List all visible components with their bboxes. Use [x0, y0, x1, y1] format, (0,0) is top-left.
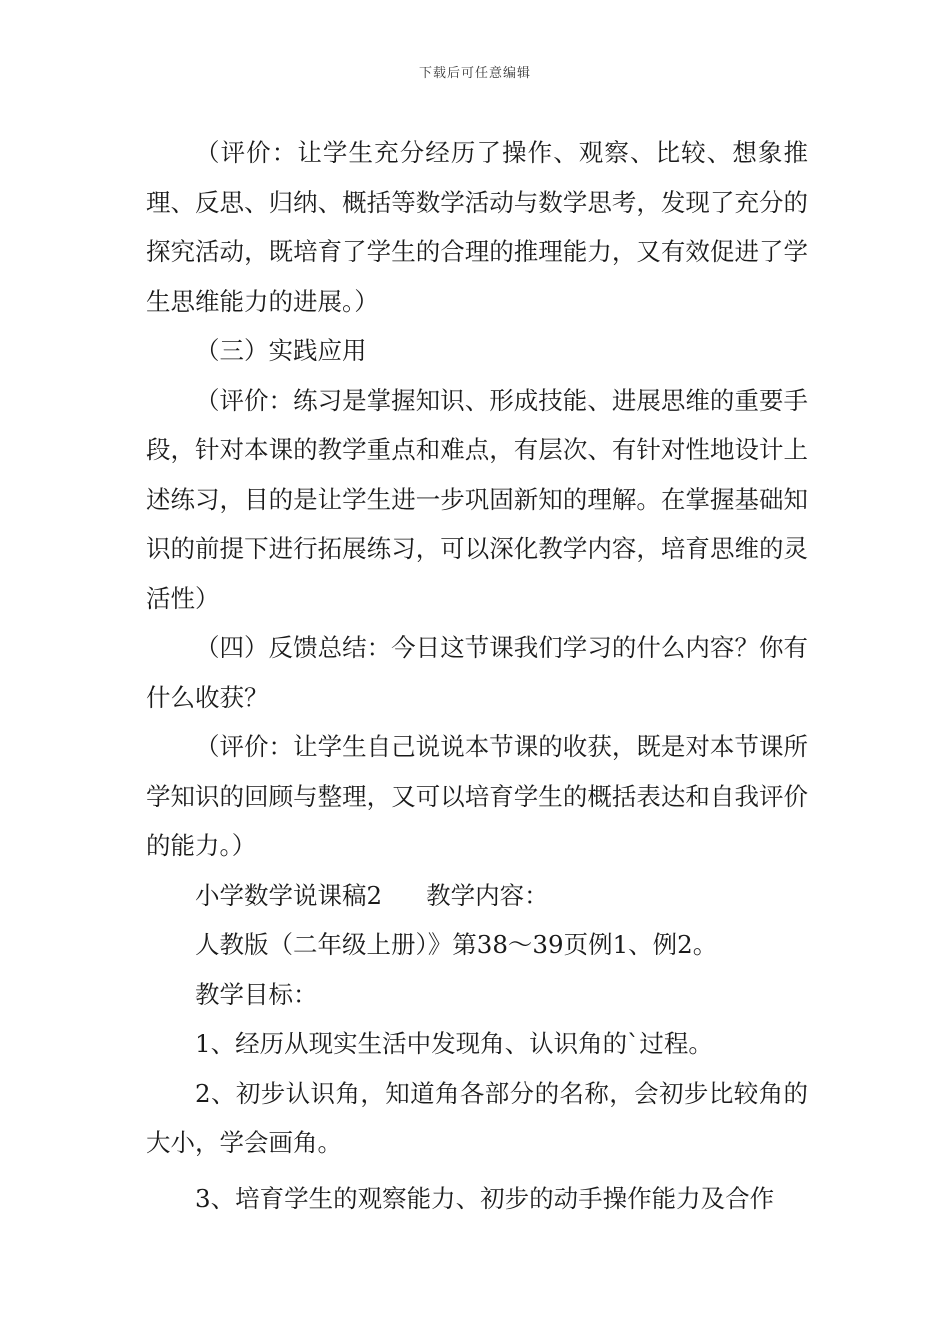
- textbook-reference: 人教版（二年级上册）》第38～39页例1、例2。: [195, 930, 718, 959]
- goal-item-2: 2、初步认识角，知道角各部分的名称，会初步比较角的大小，学会画角。: [146, 1078, 808, 1157]
- teaching-goals-heading: 教学目标：: [195, 979, 318, 1009]
- goal-item-1: 1、经历从现实生活中发现角、认识角的`过程。: [195, 1029, 713, 1058]
- paragraph-evaluation-2: （评价：练习是掌握知识、形成技能、进展思维的重要手段，针对本课的教学重点和难点，有层次、有针对性地设计上述练习，目的是让学生进一步巩固新知的理解。在掌握基础知识的前提下进行拓展练习，可以深化教学内容，培育思维的灵活性）: [146, 385, 808, 613]
- goal-item-3: 3、培育学生的观察能力、初步的动手操作能力及合作: [195, 1183, 775, 1213]
- page-header-note: 下载后可任意编辑: [418, 66, 531, 81]
- teaching-content-label: 教学内容：: [426, 880, 549, 910]
- document-body: [146, 128, 808, 1223]
- section-heading-practice: （三）实践应用: [195, 336, 367, 365]
- paragraph-evaluation-3: （评价：让学生自己说说本节课的收获，既是对本节课所学知识的回顾与整理，又可以培育学生的概括表达和自我评价的能力。）: [146, 732, 808, 860]
- lesson-title: 小学数学说课稿2: [195, 880, 383, 910]
- section-heading-summary: （四）反馈总结：今日这节课我们学习的什么内容？你有什么收获？: [146, 633, 808, 712]
- paragraph-evaluation-1: （评价：让学生充分经历了操作、观察、比较、想象推理、反思、归纳、概括等数学活动与数学思考，发现了充分的探究活动，既培育了学生的合理的推理能力，又有效促进了学生思维能力的进展。）: [146, 138, 808, 316]
- lesson-title-line: [146, 871, 808, 921]
